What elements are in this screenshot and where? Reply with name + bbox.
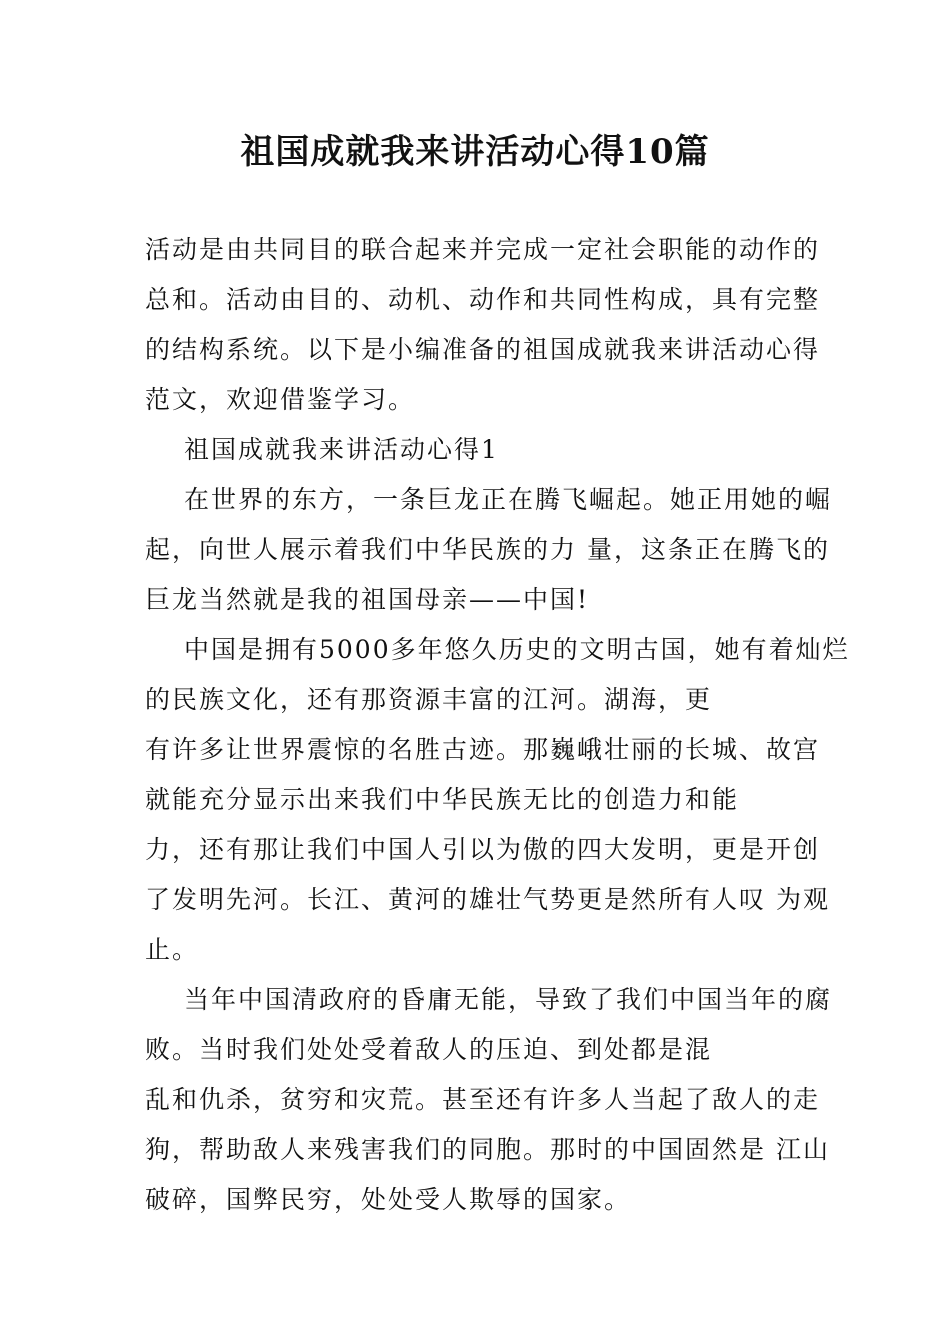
paragraph-line: 败。当时我们处处受着敌人的压迫、到处都是混: [145, 1035, 713, 1064]
paragraph-line: 乱和仇杀，贫穷和灾荒。甚至还有许多人当起了敌人的走: [145, 1085, 821, 1114]
intro-line-4: 范文，欢迎借鉴学习。: [145, 385, 416, 414]
intro-line-2: 总和。活动由目的、动机、动作和共同性构成，具有完整: [145, 285, 821, 314]
section-heading: 祖国成就我来讲活动心得1: [184, 435, 499, 464]
paragraph-line: 当年中国清政府的昏庸无能，导致了我们中国当年的腐: [184, 985, 833, 1014]
intro-line-1: 活动是由共同目的联合起来并完成一定社会职能的动作的: [145, 235, 821, 264]
paragraph-line: 破碎，国弊民穷，处处受人欺辱的国家。: [145, 1185, 632, 1214]
intro-line-3: 的结构系统。以下是小编准备的祖国成就我来讲活动心得: [145, 335, 821, 364]
paragraph-line: 中国是拥有5000多年悠久历史的文明古国，她有着灿烂: [184, 635, 850, 664]
paragraph-line: 起，向世人展示着我们中华民族的力 量，这条正在腾飞的: [145, 535, 830, 564]
paragraph-line: 了发明先河。长江、黄河的雄壮气势更是然所有人叹 为观: [145, 885, 830, 914]
paragraph-line: 就能充分显示出来我们中华民族无比的创造力和能: [145, 785, 740, 814]
paragraph-line: 力，还有那让我们中国人引以为傲的四大发明，更是开创: [145, 835, 821, 864]
document-title: 祖国成就我来讲活动心得10篇: [240, 132, 710, 172]
paragraph-line: 巨龙当然就是我的祖国母亲——中国!: [145, 585, 590, 614]
paragraph-line: 在世界的东方，一条巨龙正在腾飞崛起。她正用她的崛: [184, 485, 833, 514]
paragraph-line: 的民族文化，还有那资源丰富的江河。湖海，更: [145, 685, 713, 714]
paragraph-line: 有许多让世界震惊的名胜古迹。那巍峨壮丽的长城、故宫: [145, 735, 821, 764]
paragraph-line: 狗，帮助敌人来残害我们的同胞。那时的中国固然是 江山: [145, 1135, 830, 1164]
paragraph-line: 止。: [145, 935, 200, 964]
